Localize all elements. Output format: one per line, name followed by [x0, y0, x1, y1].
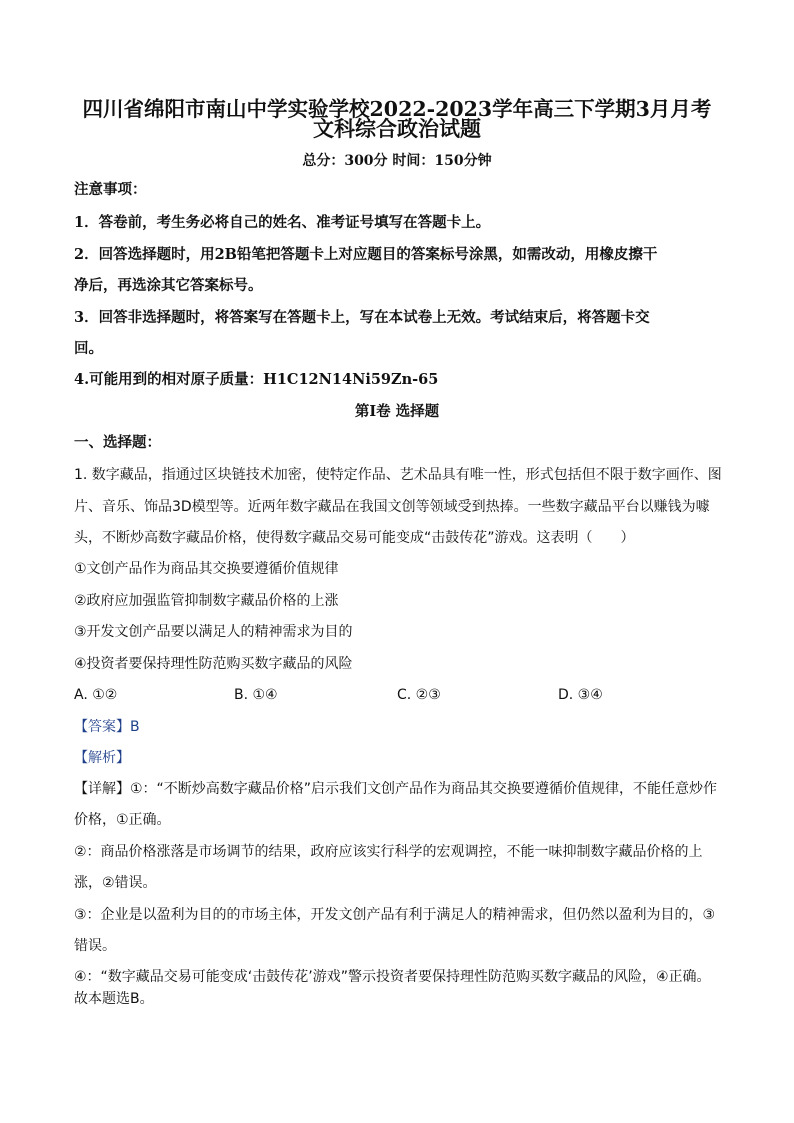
section-part-heading: 第Ⅰ卷 选择题: [354, 403, 440, 420]
notice-heading: 注意事项：: [74, 181, 147, 198]
notice-item-2: 2．回答选择题时，用2B铅笔把答题卡上对应题目的答案标号涂黑，如需改动，用橡皮擦干: [74, 246, 658, 263]
question-stem-line3: 头，不断炒高数字藏品价格，使得数字藏品交易可能变成“击鼓传花”游戏。这表明（ ）: [74, 530, 635, 546]
question-stem-line2: 片、音乐、饰品3D模型等。近两年数字藏品在我国文创等领域受到热捧。一些数字藏品平台以赚钱为噱: [74, 499, 710, 515]
option-d: D. ③④: [558, 687, 603, 703]
statement-1: ①文创产品作为商品其交换要遵循价值规律: [74, 561, 339, 577]
section-heading: 一、选择题：: [74, 434, 161, 451]
option-a: A. ①②: [74, 687, 118, 703]
detail-1-cont: 价格，①正确。: [74, 812, 171, 828]
notice-item-3-cont: 回。: [74, 340, 103, 357]
detail-2-cont: 涨，②错误。: [74, 875, 157, 891]
statement-4: ④投资者要保持理性防范购买数字藏品的风险: [74, 656, 353, 672]
question-stem-line1: 1. 数字藏品，指通过区块链技术加密，使特定作品、艺术品具有唯一性，形式包括但不限于数字画作、图: [74, 467, 722, 483]
notice-item-3: 3．回答非选择题时，将答案写在答题卡上，写在本试卷上无效。考试结束后，将答题卡交: [74, 309, 650, 326]
notice-item-1: 1．答卷前，考生务必将自己的姓名、准考证号填写在答题卡上。: [74, 214, 491, 231]
notice-item-4: 4.可能用到的相对原子质量：H1C12N14Ni59Zn-65: [74, 371, 439, 388]
detail-conclusion: 故本题选B。: [74, 991, 154, 1007]
detail-1: 【详解】①：“不断炒高数字藏品价格”启示我们文创产品作为商品其交换要遵循价值规律，不能任意炒作: [74, 781, 718, 797]
notice-item-2-cont: 净后，再选涂其它答案标号。: [74, 277, 263, 294]
detail-4: ④：“数字藏品交易可能变成‘击鼓传花’游戏”警示投资者要保持理性防范购买数字藏品的风险，④正确。: [74, 969, 711, 985]
detail-3: ③：企业是以盈利为目的的市场主体，开发文创产品有利于满足人的精神需求，但仍然以盈利为目的，③: [74, 907, 716, 923]
option-b: B. ①④: [234, 687, 278, 703]
document-title-line2: 文科综合政治试题: [313, 116, 481, 141]
analysis-label: 【解析】: [74, 750, 130, 766]
detail-3-cont: 错误。: [74, 938, 116, 954]
statement-2: ②政府应加强监管抑制数字藏品价格的上涨: [74, 593, 339, 609]
answer-label: 【答案】B: [74, 719, 140, 735]
document-title-line1: 四川省绵阳市南山中学实验学校2022-2023学年高三下学期3月月考: [82, 97, 712, 121]
option-c: C. ②③: [397, 687, 441, 703]
detail-2: ②：商品价格涨落是市场调节的结果，政府应该实行科学的宏观调控，不能一味抑制数字藏品价格的上: [74, 844, 703, 860]
exam-meta: 总分：300分 时间：150分钟: [302, 153, 492, 169]
statement-3: ③开发文创产品要以满足人的精神需求为目的: [74, 624, 353, 640]
